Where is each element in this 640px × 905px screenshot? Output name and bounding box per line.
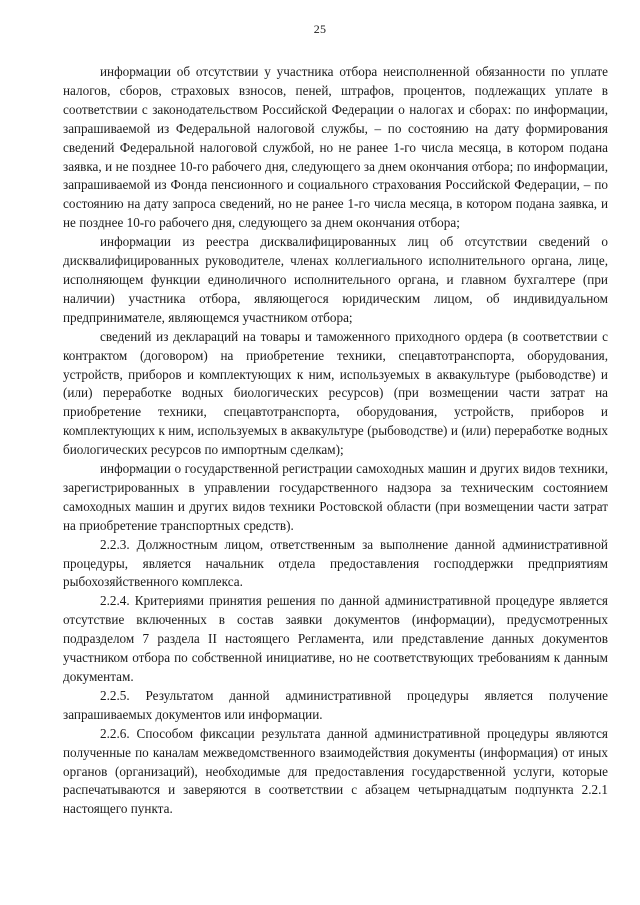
paragraph-2-2-6: 2.2.6. Способом фиксации результата данной административной процедуры являются полученные по каналам межведомственного взаимодействия документы (информация) от иных органов (организаций), необходимые для предоставления государственной услуги, которые распечатываются и заверяются в соответствии с абзацем четырнадцатым подпункта 2.2.1 настоящего пункта. [63,725,608,817]
paragraph-disqualified-registry: информации из реестра дисквалифицированных лиц об отсутствии сведений о дисквалифицированных руководителе, членах коллегиального исполнительного органа, лице, исполняющем функции единоличного исполнительного органа, и главном бухгалтере (при наличии) участника отбора, являющегося юридическим лицом, об индивидуальном предпринимателе, являющемся участником отбора; [63,234,608,325]
page-number: 25 [313,22,327,36]
paragraph-tax-info: информации об отсутствии у участника отбора неисполненной обязанности по уплате налогов, сборов, страховых взносов, пеней, штрафов, процентов, подлежащих уплате в соответствии с законодательством Российской Федерации о налогах и сборах: по информации, запрашиваемой из Федеральной налоговой службы, – по состоянию на дату формирования сведений Федеральной налоговой службой, но не ранее 1-го числа месяца, в котором подана заявка, и не позднее 10-го рабочего дня, следующего за днем окончания отбора; по информации, запрашиваемой из Фонда пенсионного и социального страхования Российской Федерации, – по состоянию на дату запроса сведений, но не ранее 1-го числа месяца, в котором подана заявка, и не позднее 10-го рабочего дня, следующего за днем окончания отбора; [63,64,608,231]
document-body [63,63,608,819]
paragraph-2-2-4: 2.2.4. Критериями принятия решения по данной административной процедуре является отсутствие включенных в состав заявки документов (информации), предусмотренных подразделом 7 раздела II настоящего Регламента, или представление данных документов участником отбора по собственной инициативе, но не соответствующих требованиям к данным документам. [63,593,608,684]
paragraph-2-2-5: 2.2.5. Результатом данной административной процедуры является получение запрашиваемых документов или информации. [63,687,608,722]
paragraph-vehicle-registration: информации о государственной регистрации самоходных машин и других видов техники, зарегистрированных в управлении государственного надзора за техническим состоянием самоходных машин и других видов техники Ростовской области (при возмещении части затрат на приобретение транспортных средств). [63,461,608,533]
paragraph-customs-declarations: сведений из деклараций на товары и таможенного приходного ордера (в соответствии с контрактом (договором) на приобретение техники, спецавтотранспорта, оборудования, устройств, приборов и комплектующих к ним, используемых в аквакультуре (рыбоводстве) и (или) переработке водных биологических ресурсов) (при возмещении части затрат на приобретение техники, спецавтотранспорта, оборудования, устройств, приборов и комплектующих к ним, используемых в аквакультуре (рыбоводстве) и (или) переработке водных биологических ресурсов по импортным сделкам); [63,328,608,458]
paragraph-2-2-3: 2.2.3. Должностным лицом, ответственным за выполнение данной административной процедуры, является начальник отдела предоставления господдержки предприятиям рыбохозяйственного комплекса. [63,536,608,590]
